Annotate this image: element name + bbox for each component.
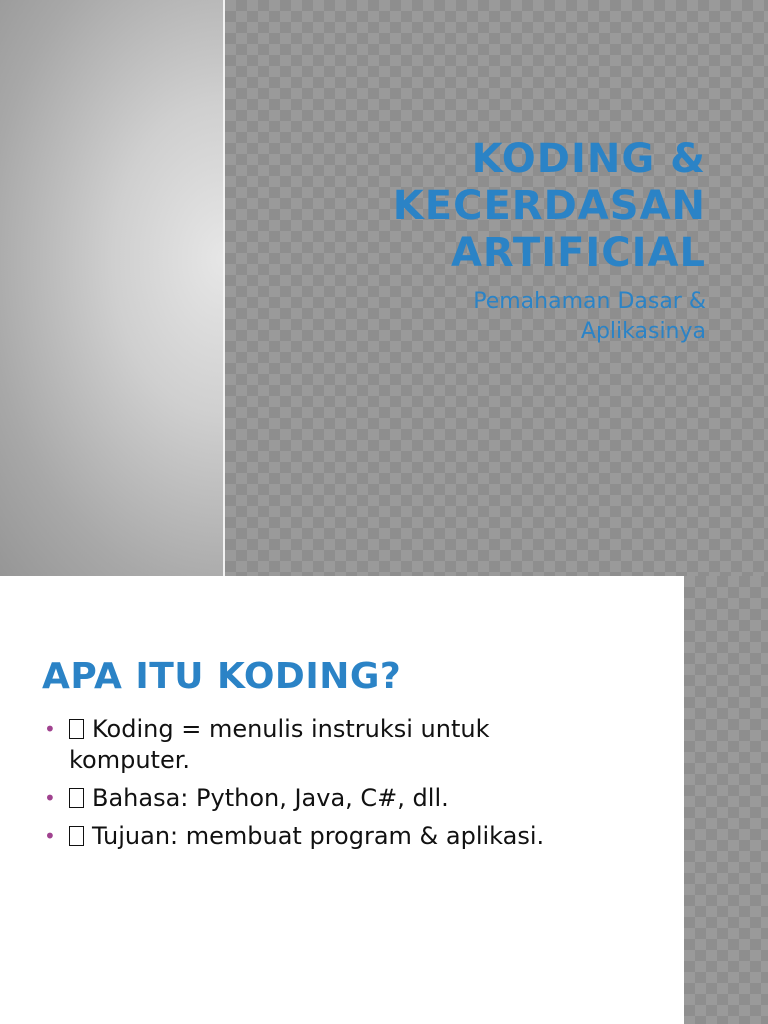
bullet-list [42, 714, 602, 859]
title-line-3: ARTIFICIAL [450, 230, 706, 276]
subtitle-line-2: Aplikasinya [580, 319, 706, 344]
missing-glyph-icon [69, 826, 84, 846]
bullet-dot-icon: • [44, 824, 56, 848]
bullet-dot-icon: • [44, 717, 56, 741]
slide-title [286, 136, 706, 277]
bullet-text: Bahasa: Python, Java, C#, dll. [92, 784, 449, 812]
title-line-2: KECERDASAN [392, 183, 706, 229]
bullet-dot-icon: • [44, 786, 56, 810]
bullet-item [42, 783, 602, 814]
content-title: APA ITU KODING? [42, 656, 402, 697]
gradient-panel [0, 0, 223, 576]
bullet-text: Koding = menulis instruksi untuk komputer. [69, 715, 490, 774]
missing-glyph-icon [69, 719, 84, 739]
missing-glyph-icon [69, 788, 84, 808]
pattern-strip [684, 576, 768, 1024]
subtitle-line-1: Pemahaman Dasar & [473, 289, 706, 314]
slide-subtitle [286, 287, 706, 347]
bullet-text: Tujuan: membuat program & aplikasi. [92, 822, 545, 850]
bullet-item [42, 714, 602, 776]
title-line-1: KODING & [471, 136, 706, 182]
content-slide [0, 576, 768, 1024]
title-block [286, 136, 706, 347]
bullet-item [42, 821, 602, 852]
